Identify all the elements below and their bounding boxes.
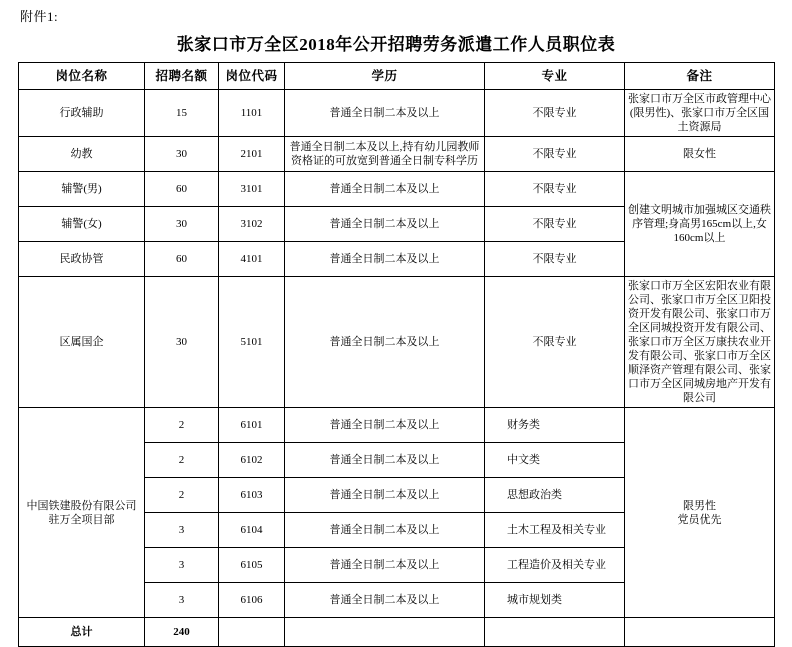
total-major-empty xyxy=(485,618,625,647)
table-header-row xyxy=(19,63,775,90)
cell-code: 6104 xyxy=(219,513,285,548)
cell-note-merged-police: 创建文明城市加强城区交通秩序管理;身高男165cm以上,女160cm以上 xyxy=(625,172,775,277)
cell-quota: 2 xyxy=(145,478,219,513)
table-row xyxy=(19,172,775,207)
cell-education: 普通全日制二本及以上 xyxy=(285,513,485,548)
cell-position: 行政辅助 xyxy=(19,90,145,137)
cell-education: 普通全日制二本及以上 xyxy=(285,443,485,478)
cell-quota: 60 xyxy=(145,172,219,207)
total-note-empty xyxy=(625,618,775,647)
cell-major: 城市规划类 xyxy=(485,583,625,618)
cell-education: 普通全日制二本及以上 xyxy=(285,277,485,408)
column-header-major: 专业 xyxy=(485,63,625,90)
cell-position-merged-railway: 中国铁建股份有限公司驻万全项目部 xyxy=(19,408,145,618)
cell-major: 工程造价及相关专业 xyxy=(485,548,625,583)
cell-education: 普通全日制二本及以上 xyxy=(285,408,485,443)
column-header-position: 岗位名称 xyxy=(19,63,145,90)
cell-major: 不限专业 xyxy=(485,172,625,207)
cell-position: 民政协管 xyxy=(19,242,145,277)
cell-code: 5101 xyxy=(219,277,285,408)
column-header-note: 备注 xyxy=(625,63,775,90)
cell-major: 不限专业 xyxy=(485,90,625,137)
cell-code: 6102 xyxy=(219,443,285,478)
column-header-code: 岗位代码 xyxy=(219,63,285,90)
cell-code: 4101 xyxy=(219,242,285,277)
cell-code: 6103 xyxy=(219,478,285,513)
cell-code: 6101 xyxy=(219,408,285,443)
cell-major: 土木工程及相关专业 xyxy=(485,513,625,548)
cell-note: 张家口市万全区市政管理中心(限男性)、张家口市万全区国土资源局 xyxy=(625,90,775,137)
column-header-quota: 招聘名额 xyxy=(145,63,219,90)
cell-quota: 30 xyxy=(145,207,219,242)
total-education-empty xyxy=(285,618,485,647)
cell-note-merged-railway xyxy=(625,408,775,618)
cell-education: 普通全日制二本及以上 xyxy=(285,207,485,242)
cell-code: 1101 xyxy=(219,90,285,137)
table-row xyxy=(19,408,775,443)
cell-quota: 2 xyxy=(145,408,219,443)
cell-major: 不限专业 xyxy=(485,207,625,242)
railway-note-line-2: 党员优先 xyxy=(677,513,722,526)
cell-quota: 15 xyxy=(145,90,219,137)
total-value: 240 xyxy=(145,618,219,647)
cell-major: 不限专业 xyxy=(485,277,625,408)
cell-position: 辅警(女) xyxy=(19,207,145,242)
cell-education: 普通全日制二本及以上 xyxy=(285,478,485,513)
cell-note: 张家口市万全区宏阳农业有限公司、张家口市万全区卫阳投资开发有限公司、张家口市万全区同城投资开发有限公司、张家口市万全区万康扶农业开发有限公司、张家口市万全区顺泽资产管理有限公司、张家口市万全区同城房地产开发有限公司 xyxy=(625,277,775,408)
cell-position: 辅警(男) xyxy=(19,172,145,207)
cell-education: 普通全日制二本及以上 xyxy=(285,90,485,137)
table-total-row xyxy=(19,618,775,647)
cell-education: 普通全日制二本及以上,持有幼儿园教师资格证的可放宽到普通全日制专科学历 xyxy=(285,137,485,172)
table-row xyxy=(19,90,775,137)
page-title: 张家口市万全区2018年公开招聘劳务派遣工作人员职位表 xyxy=(176,35,616,54)
cell-major: 不限专业 xyxy=(485,242,625,277)
cell-quota: 3 xyxy=(145,583,219,618)
cell-code: 2101 xyxy=(219,137,285,172)
railway-note-line-1: 限男性 xyxy=(683,499,716,512)
table-row xyxy=(19,277,775,408)
table-row xyxy=(19,137,775,172)
total-label: 总计 xyxy=(19,618,145,647)
cell-education: 普通全日制二本及以上 xyxy=(285,172,485,207)
cell-major: 财务类 xyxy=(485,408,625,443)
cell-note: 限女性 xyxy=(625,137,775,172)
cell-quota: 2 xyxy=(145,443,219,478)
cell-quota: 3 xyxy=(145,513,219,548)
cell-quota: 30 xyxy=(145,277,219,408)
attachment-label: 附件1: xyxy=(20,9,59,24)
cell-quota: 30 xyxy=(145,137,219,172)
cell-position: 幼教 xyxy=(19,137,145,172)
cell-major: 中文类 xyxy=(485,443,625,478)
cell-quota: 60 xyxy=(145,242,219,277)
total-code-empty xyxy=(219,618,285,647)
cell-education: 普通全日制二本及以上 xyxy=(285,548,485,583)
cell-code: 3101 xyxy=(219,172,285,207)
cell-major: 思想政治类 xyxy=(485,478,625,513)
cell-education: 普通全日制二本及以上 xyxy=(285,583,485,618)
cell-major: 不限专业 xyxy=(485,137,625,172)
column-header-education: 学历 xyxy=(285,63,485,90)
cell-code: 6106 xyxy=(219,583,285,618)
cell-code: 6105 xyxy=(219,548,285,583)
job-position-table xyxy=(18,62,775,647)
cell-position: 区属国企 xyxy=(19,277,145,408)
cell-education: 普通全日制二本及以上 xyxy=(285,242,485,277)
cell-quota: 3 xyxy=(145,548,219,583)
cell-code: 3102 xyxy=(219,207,285,242)
